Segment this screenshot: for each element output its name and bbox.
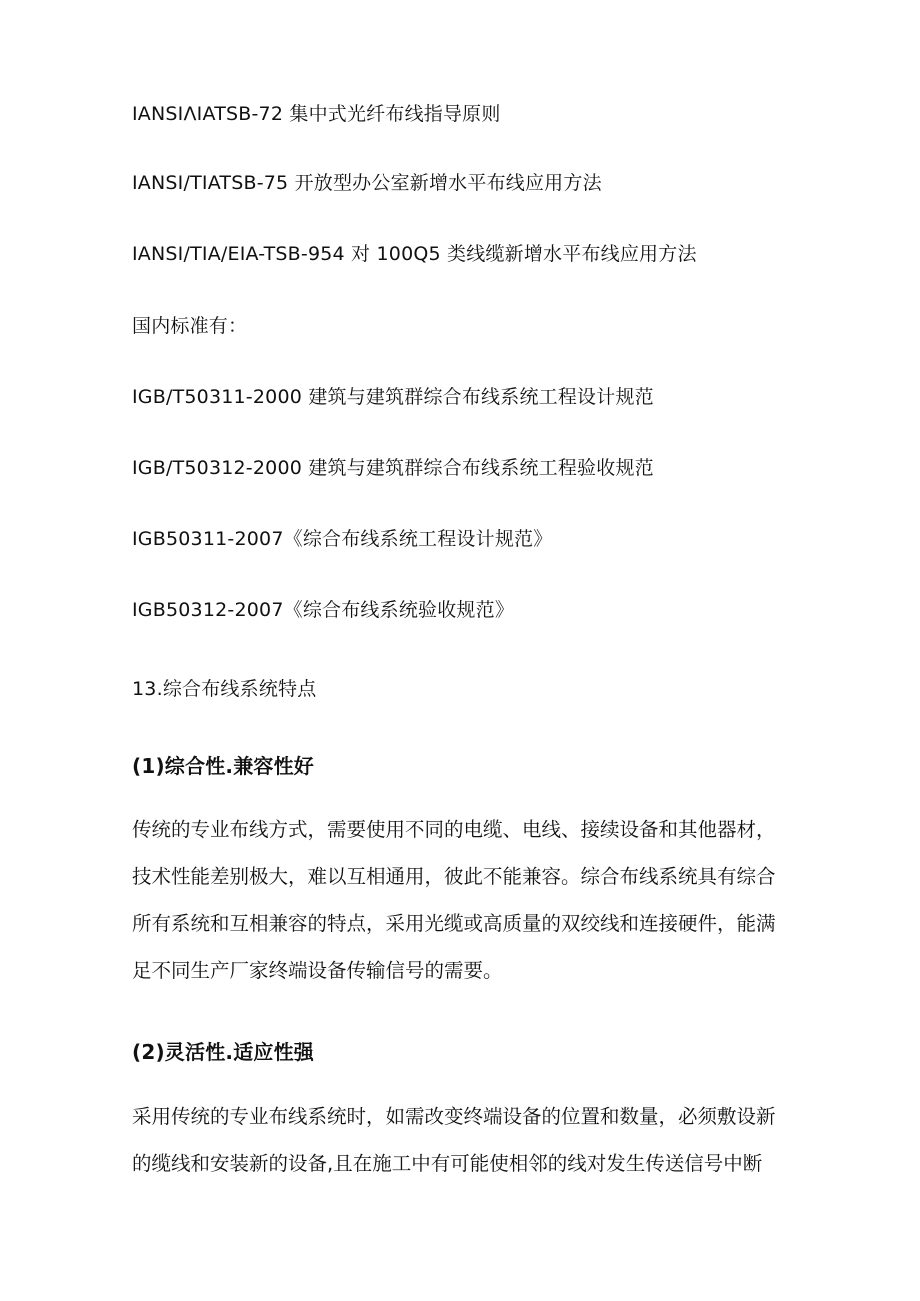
section1-heading: (1)综合性.兼容性好 bbox=[132, 754, 314, 778]
section1-paragraph bbox=[132, 806, 812, 994]
paragraph-line: 的缆线和安装新的设备,且在施工中有可能使相邻的线对发生传送信号中断 bbox=[132, 1152, 763, 1175]
paragraph-line: 采用传统的专业布线系统时，如需改变终端设备的位置和数量，必须敷设新 bbox=[132, 1105, 776, 1128]
section2-heading: (2)灵活性.适应性强 bbox=[132, 1040, 314, 1064]
standard-line-ansi-tsb72: IANSIΛIATSB-72 集中式光纤布线指导原则 bbox=[132, 103, 501, 125]
paragraph-line: 足不同生产厂家终端设备传输信号的需要。 bbox=[132, 959, 503, 982]
domestic-standards-label: 国内标准有： bbox=[132, 315, 248, 337]
standard-line-ansi-tsb954: IANSI/TIA/EIA-TSB-954 对 100Q5 类线缆新增水平布线应用方法 bbox=[132, 243, 697, 265]
standard-line-gb50312: IGB50312-2007《综合布线系统验收规范》 bbox=[132, 599, 515, 621]
section-title: 13.综合布线系统特点 bbox=[132, 678, 317, 700]
paragraph-line: 技术性能差别极大，难以互相通用，彼此不能兼容。综合布线系统具有综合 bbox=[132, 865, 776, 888]
standard-line-gbt50312: IGB/T50312-2000 建筑与建筑群综合布线系统工程验收规范 bbox=[132, 457, 654, 479]
standard-line-gb50311: IGB50311-2007《综合布线系统工程设计规范》 bbox=[132, 528, 553, 550]
section2-paragraph bbox=[132, 1093, 812, 1187]
standard-line-ansi-tsb75: IANSI/TIATSB-75 开放型办公室新增水平布线应用方法 bbox=[132, 172, 602, 194]
standard-line-gbt50311: IGB/T50311-2000 建筑与建筑群综合布线系统工程设计规范 bbox=[132, 386, 654, 408]
paragraph-line: 所有系统和互相兼容的特点，采用光缆或高质量的双绞线和连接硬件，能满 bbox=[132, 912, 776, 935]
paragraph-line: 传统的专业布线方式，需要使用不同的电缆、电线、接续设备和其他器材， bbox=[132, 818, 776, 841]
